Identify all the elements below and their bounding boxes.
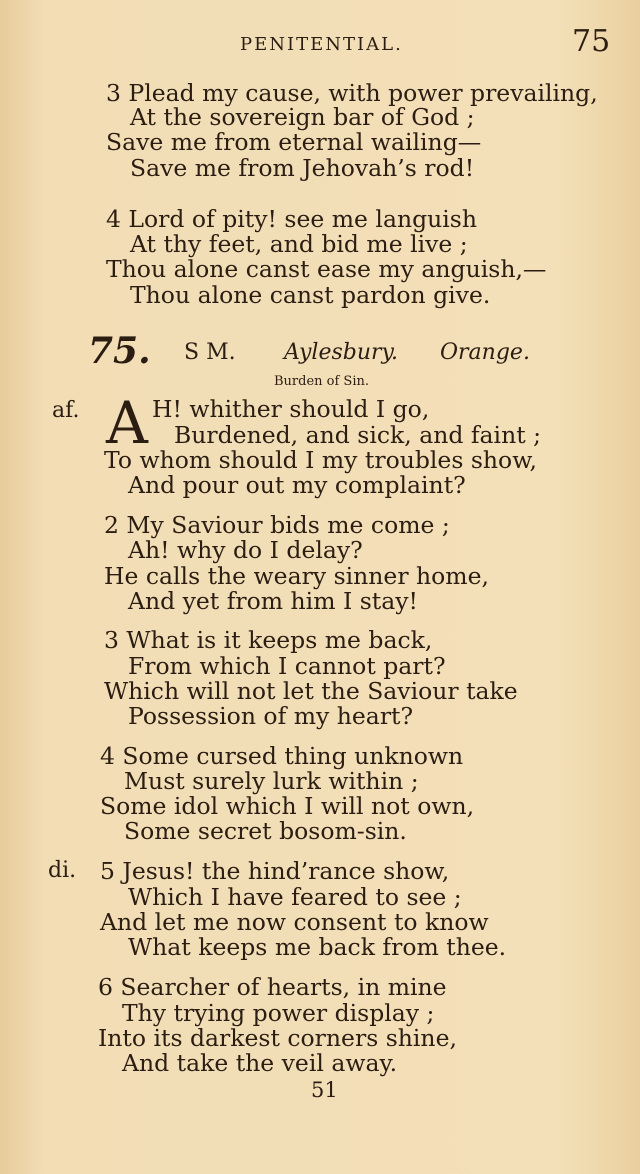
- running-head: [0, 24, 640, 60]
- margin-mark: af.: [52, 398, 80, 423]
- verse-line: Into its darkest corners shine,: [98, 1024, 457, 1052]
- tune-name-first: Aylesbury.: [284, 340, 399, 365]
- verse-line: Possession of my heart?: [128, 702, 414, 730]
- verse-line: H! whither should I go,: [152, 395, 430, 423]
- verse-line: Save me from Jehovah’s rod!: [130, 154, 475, 182]
- running-title: PENITENTIAL.: [240, 34, 403, 55]
- verse-line: What keeps me back from thee.: [128, 933, 507, 961]
- hymn-subject: Burden of Sin.: [274, 374, 369, 389]
- verse-line: Save me from eternal wailing—: [106, 128, 482, 156]
- verse-line: Which I have feared to see ;: [128, 883, 462, 911]
- drop-cap: A: [106, 389, 148, 457]
- verse-line: 4 Lord of pity! see me languish: [106, 205, 477, 233]
- hymn-number: 75.: [88, 330, 151, 372]
- verse-line: Must surely lurk within ;: [124, 767, 419, 795]
- page-number: 75: [572, 24, 611, 59]
- verse-line: Thou alone canst pardon give.: [130, 281, 491, 309]
- margin-mark: di.: [48, 858, 77, 883]
- verse-line: 3 Plead my cause, with power prevailing,: [106, 79, 598, 107]
- verse-line: Thy trying power display ;: [122, 999, 435, 1027]
- folio-number: 51: [311, 1078, 338, 1102]
- verse-line: From which I cannot part?: [128, 652, 446, 680]
- verse-line: 6 Searcher of hearts, in mine: [98, 973, 447, 1001]
- verse-line: Ah! why do I delay?: [128, 536, 363, 564]
- verse-line: At the sovereign bar of God ;: [130, 103, 475, 131]
- verse-line: Some secret bosom-sin.: [124, 817, 407, 845]
- verse-line: And take the veil away.: [122, 1049, 398, 1077]
- verse-line: At thy feet, and bid me live ;: [130, 230, 468, 258]
- hymn-heading: [0, 330, 640, 374]
- tune-name-second: Orange.: [440, 340, 530, 365]
- hymn-meter: S M.: [184, 340, 236, 365]
- verse-line: He calls the weary sinner home,: [104, 562, 489, 590]
- verse-line: Burdened, and sick, and faint ;: [174, 421, 542, 449]
- verse-line: 4 Some cursed thing unknown: [100, 742, 464, 770]
- verse-line: Some idol which I will not own,: [100, 792, 475, 820]
- verse-line: Thou alone canst ease my anguish,—: [106, 255, 547, 283]
- verse-line: 3 What is it keeps me back,: [104, 626, 433, 654]
- verse-line: To whom should I my troubles show,: [104, 446, 538, 474]
- verse-line: And yet from him I stay!: [128, 587, 418, 615]
- verse-line: 5 Jesus! the hind’rance show,: [100, 857, 450, 885]
- verse-line: Which will not let the Saviour take: [104, 677, 518, 705]
- verse-line: And pour out my complaint?: [128, 471, 466, 499]
- verse-line: And let me now consent to know: [100, 908, 489, 936]
- verse-line: 2 My Saviour bids me come ;: [104, 511, 450, 539]
